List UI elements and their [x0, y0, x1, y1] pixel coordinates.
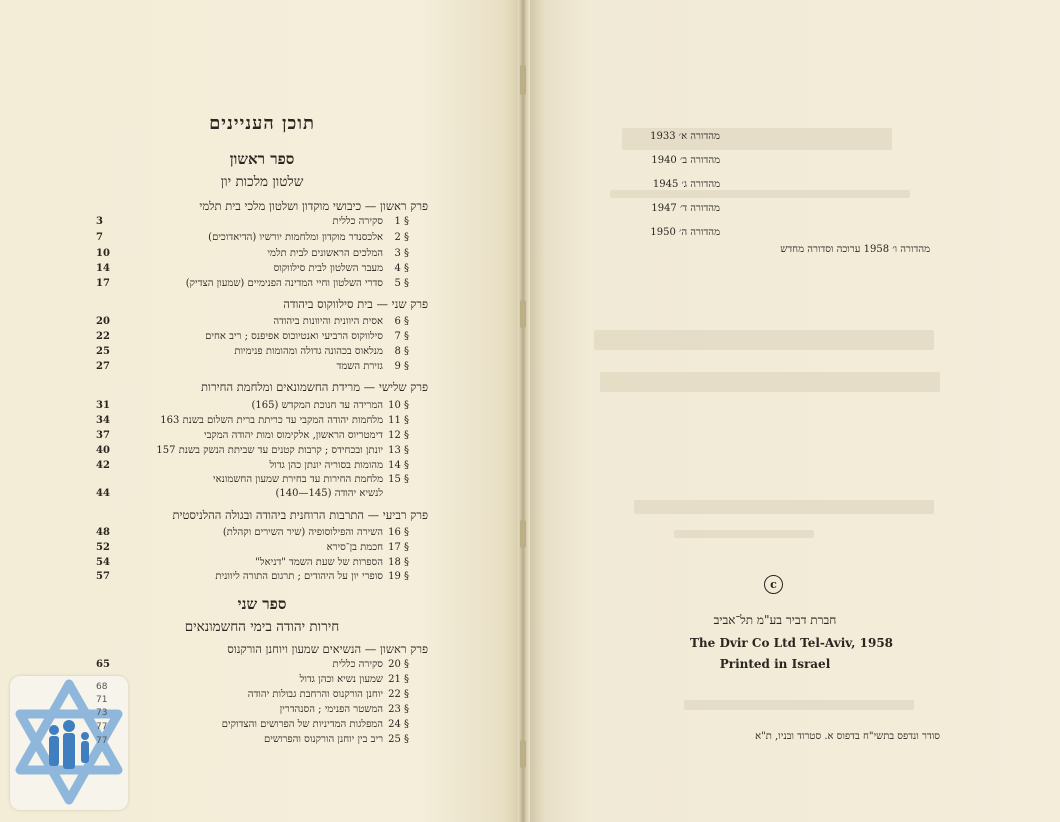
toc-entry[interactable]: § 22 יוחנן הורקנוס והרחבת גבולות יהודה: [247, 689, 409, 700]
toc-entry[interactable]: § 7 סילווקוס הרביעי ואנטיוכוס אפיפנס ; ריב אחים 22: [96, 331, 409, 342]
chapter-title: פרק ראשון — הנשיאים שמעון ויוחנן הורקנוס: [227, 642, 428, 656]
edition-line: מהדורה ג׳ 1945: [652, 179, 720, 190]
copyright-icon: c: [764, 575, 783, 594]
edition-line: מהדורה ב׳ 1940: [651, 155, 720, 166]
toc-title: תוכן העניינים: [209, 113, 315, 134]
toc-entry[interactable]: § 8 מנלאוס בכהונה גדולה ומהומות פנימיות 25: [96, 346, 409, 357]
book2-subtitle: חירות יהודה בימי החשמונאים: [184, 619, 340, 635]
toc-entry[interactable]: § 20 סקירה כללית 65: [96, 659, 409, 670]
toc-entry[interactable]: § 17 חכמת בן־סירא 52: [96, 542, 409, 553]
publisher-english: The Dvir Co Ltd Tel-Aviv, 1958: [690, 636, 894, 650]
edition-line: מהדורה ד׳ 1947: [651, 203, 720, 214]
book1-subtitle: שלטון מלכות יון: [220, 174, 304, 190]
toc-entry[interactable]: § 12 דימטריוס הראשון, אלקימוס ומות יהודה המקבי 37: [96, 430, 409, 441]
toc-entry[interactable]: § 13 יונתן ובכחידס ; קרבות קטנים עד שביתת הנשק בשנת 157 40: [96, 445, 409, 456]
logo-badge: [10, 676, 128, 810]
toc-entry[interactable]: § 21 שמעון נשיא וכהן גדול: [299, 674, 409, 685]
book1-title: ספר ראשון: [229, 150, 295, 168]
toc-entry[interactable]: § 2 אלכסנדר מוקדון ומלחמות יורשיו (הדיאדוכים) 7: [96, 232, 409, 243]
toc-entry[interactable]: § 18 הספרות של שעת השמד "דניאל" 54: [96, 557, 409, 568]
toc-entry[interactable]: § 6 אסית היוונית והיוונות ביהודה 20: [96, 316, 409, 327]
toc-entry[interactable]: § 3 המלכים הראשונים לבית תלמי 10: [96, 248, 409, 259]
toc-entry[interactable]: § 9 גזירת השמד 27: [96, 361, 409, 372]
toc-entry[interactable]: § 25 ריב בין יוחנן הורקנוס והפרושים: [264, 734, 409, 745]
toc-entry[interactable]: § 23 המשטר הפנימי ; הסנהדרין: [279, 704, 409, 715]
toc-entry[interactable]: § 4 מעבר השלטון לבית סילווקוס 14: [96, 263, 409, 274]
toc-entry[interactable]: § 11 מלחמות יהודה המקבי עד כריתת ברית השלום בשנת 163 34: [96, 415, 409, 426]
toc-entry[interactable]: § 5 סדרי השלטון וחיי המדינה הפנימיים (שמעון הצדיק) 17: [96, 278, 409, 289]
star-of-david-family-icon: [10, 676, 128, 810]
right-page: [524, 0, 1060, 822]
edition-line: מהדורה א׳ 1933: [650, 131, 720, 142]
toc-entry[interactable]: § 14 מהומות בסוריה יונתן כהן גדול 42: [96, 460, 409, 471]
toc-entry[interactable]: § 16 השירה והפילוסופיה (שיר השירים וקהלת) 48: [96, 527, 409, 538]
publisher-hebrew: חברת דביר בע"מ תל־אביב: [713, 613, 837, 627]
chapter-title: פרק שלישי — מרידת החשמונאים ומלחמת החירות: [201, 380, 428, 394]
toc-entry[interactable]: § 1 סקירה כללית 3: [96, 216, 409, 227]
toc-entry[interactable]: § 19 סופרי יון על היהודים ; תרגום התורה ליוונית 57: [96, 571, 409, 582]
printer-line: סודר ונדפס בתשי"ח בדפוס א. סטרוד ובניו, ת"א: [755, 731, 940, 742]
toc-entry[interactable]: § 24 המפלגות המדיניות של הפרושים והצדוקים: [221, 719, 409, 730]
toc-entry[interactable]: § 15 מלחמת החירות עד בחירת שמעון החשמונאי לנשיא יהודה (145—140) 44: [96, 474, 409, 499]
toc-entry[interactable]: § 10 המרידה עד חנוכת המקדש (165) 31: [96, 400, 409, 411]
edition-line: מהדורה ה׳ 1950: [650, 227, 720, 238]
chapter-title: פרק ראשון — כיבושי מוקדון ושלטון מלכי בית תלמי: [199, 199, 428, 213]
edition-6-line: מהדורה ו׳ 1958 ערוכה וסדורה מחדש: [780, 244, 930, 255]
book2-title: ספר שני: [237, 595, 287, 613]
chapter-title: פרק שני — בית סילווקוס ביהודה: [283, 297, 428, 311]
printed-in: Printed in Israel: [719, 657, 831, 671]
chapter-title: פרק רביעי — התרבות הרוחנית ביהודה ובגולה ההלניסטית: [172, 508, 428, 522]
